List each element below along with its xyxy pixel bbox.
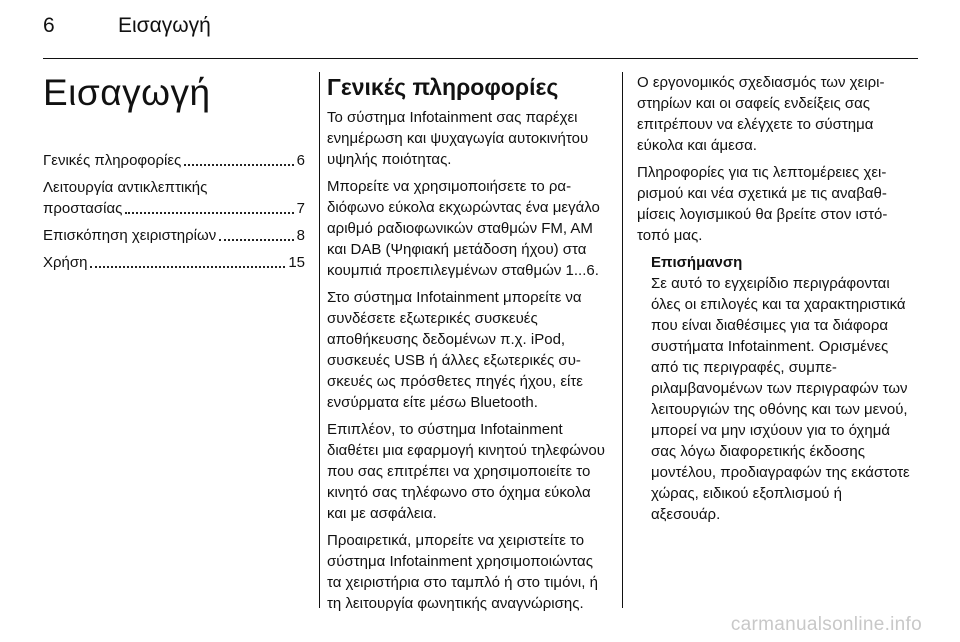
column-divider-1 (319, 72, 320, 608)
note-box (651, 252, 913, 525)
toc-entry[interactable] (43, 225, 305, 246)
chapter-title: Εισαγωγή (43, 72, 211, 113)
table-of-contents (43, 150, 305, 273)
body-paragraph: Μπορείτε να χρησιμοποιήσετε το ραδιόφωνο εύκολα εκχωρώντας ένα μεγάλο αριθμό ραδιοφωνικών σταθμών FM, AM και DAB (Ψηφιακή μετάδοση ήχου) στα κουμπιά προεπιλεγμένων σταθμών 1...6. (327, 178, 600, 279)
toc-entry-title: προστασίας (43, 200, 123, 217)
toc-entry-page: 15 (288, 254, 305, 271)
body-paragraph: Πληροφορίες για τις λεπτομέρειες χειρισμού και νέα σχετικά με τις αναβαθμίσεις λογισμικού θα βρείτε στον ιστότοπό μας. (637, 164, 888, 244)
toc-entry-title: Γενικές πληροφορίες (43, 152, 182, 169)
body-paragraph: Στο σύστημα Infotainment μπορείτε να συνδέσετε εξωτερικές συσκευές αποθήκευσης δεδομένων π.χ. iPod, συσκευές USB ή άλλες εξωτερικές συσκευές ως πρόσθετες πηγές ήχου, είτε ενσύρματα είτε μέσω Bluetooth. (327, 289, 583, 411)
toc-entry-title-line1: Λειτουργία αντικλεπτικής (43, 179, 208, 196)
toc-entry-title: Χρήση (43, 254, 88, 271)
toc-entry-page: 7 (296, 200, 305, 217)
header-rule (43, 58, 918, 59)
toc-entry-title: Επισκόπηση χειριστηρίων (43, 227, 217, 244)
body-paragraph: Προαιρετικά, μπορείτε να χειριστείτε το σύστημα Infotainment χρησιμοποιώντας τα χειριστήρια στο ταμπλό ή στο τιμόνι, ή τη λειτουργία φωνητικής αναγνώρισης. (327, 532, 598, 612)
running-title: Εισαγωγή (118, 14, 211, 37)
watermark: carmanualsonline.info (730, 614, 922, 635)
section-heading: Γενικές πληροφορίες (327, 74, 559, 100)
note-text: Σε αυτό το εγχειρίδιο περιγράφονται όλες οι επιλογές και τα χαρακτηριστικά που είναι διαθέσιμες για τα διάφορα συστήματα Infotainment. Ορισμένες από τις περιγραφές, συμπεριλαμβανομένων των περιγραφών των λειτουργιών της οθόνης και των μενού, μπορεί να μην ισχύουν για το όχημά σας λόγω διαφορετικής έκδοσης μοντέλου, προδιαγραφών της εκάστοτε χώρας, ειδικού εξοπλισμού ή αξεσουάρ. (651, 275, 910, 523)
toc-dot-leader (90, 266, 285, 268)
toc-entry[interactable] (43, 252, 305, 273)
toc-dot-leader (219, 239, 293, 241)
toc-entry[interactable] (43, 150, 305, 171)
section-column (327, 72, 605, 620)
body-paragraph: Επιπλέον, το σύστημα Infotainment διαθέτει μια εφαρμογή κινητού τηλεφώνου που σας επιτρέπει να χρησιμοποιείτε το κινητό σας τηλέφωνο στο όχημα εύκολα και με ασφάλεια. (327, 421, 605, 522)
body-paragraph: Ο εργονομικός σχεδιασμός των χειριστηρίων και οι σαφείς ενδείξεις σας επιτρέπουν να ελέγχετε το σύστημα εύκολα και άμεσα. (637, 74, 885, 154)
toc-dot-leader (184, 164, 293, 166)
page-number: 6 (43, 14, 55, 37)
note-title: Επισήμανση (651, 254, 743, 271)
toc-entry[interactable] (43, 177, 305, 219)
right-column (637, 72, 913, 525)
toc-dot-leader (125, 212, 293, 214)
body-paragraph: Το σύστημα Infotainment σας παρέχει ενημέρωση και ψυχαγωγία αυτοκινήτου υψηλής ποιότητας. (327, 109, 589, 168)
column-divider-2 (622, 72, 623, 608)
toc-entry-page: 6 (296, 152, 305, 169)
toc-entry-page: 8 (296, 227, 305, 244)
